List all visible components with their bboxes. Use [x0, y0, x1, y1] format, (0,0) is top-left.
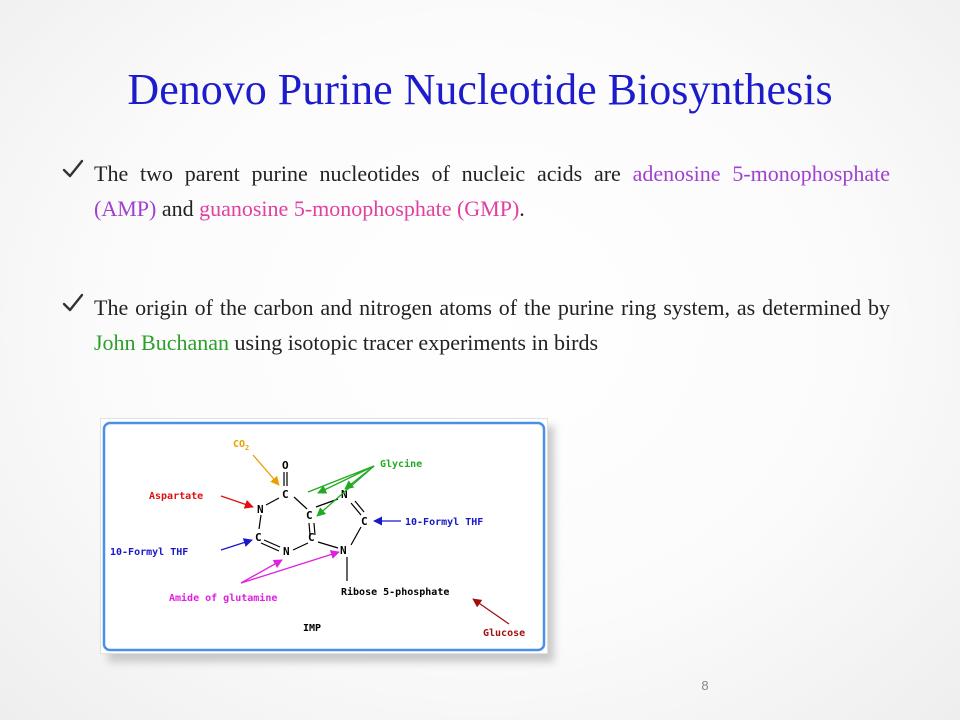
purine-origin-diagram [100, 418, 548, 654]
atom-c4: C [308, 531, 315, 544]
bullet-text [94, 156, 890, 226]
gmp-term: guanosine 5-monophosphate (GMP) [199, 196, 520, 221]
amide-glutamine-label: Amide of glutamine [169, 593, 278, 604]
bullet-text-segment: using isotopic tracer experiments in birds [229, 330, 599, 355]
bullet-text-segment: The origin of the carbon and nitrogen atoms of the purine ring system, as determined by [94, 295, 890, 320]
bullet-text-segment: . [519, 196, 525, 221]
atom-n7: N [341, 488, 348, 501]
bullet-item [62, 156, 890, 226]
bullet-text-segment: The two parent purine nucleotides of nucleic acids are [94, 161, 633, 186]
atom-c6: C [282, 488, 289, 501]
atom-n9: N [340, 544, 347, 557]
atom-c5: C [306, 509, 313, 522]
slide-title: Denovo Purine Nucleotide Biosynthesis [127, 65, 833, 114]
checkmark-icon [62, 292, 84, 314]
glucose-label: Glucose [483, 628, 526, 639]
co2-label: $CO_2$ [233, 439, 250, 452]
aspartate-label: Aspartate [149, 491, 204, 502]
atom-oxygen: O [282, 459, 289, 472]
atom-n3: N [283, 545, 290, 558]
bullet-item [62, 290, 890, 360]
ribose-5-phosphate-label: Ribose 5-phosphate [341, 587, 450, 598]
imp-label: IMP [303, 623, 322, 634]
atom-n1: N [257, 503, 264, 516]
page-number: 8 [701, 678, 709, 693]
checkmark-icon [62, 158, 84, 180]
formyl-thf-left-label: 10-Formyl THF [110, 547, 189, 558]
buchanan-term: John Buchanan [94, 330, 230, 355]
atom-c2: C [255, 531, 262, 544]
bullet-text-segment: and [156, 196, 200, 221]
formyl-thf-right-label: 10-Formyl THF [405, 517, 484, 528]
amp-term: adenosine 5-monophosphate (AMP) [94, 161, 890, 221]
purine-diagram-svg [101, 419, 549, 655]
atom-c8: C [361, 515, 368, 528]
glycine-label: Glycine [380, 459, 423, 470]
diagram-border [104, 423, 544, 650]
bullet-text [94, 290, 890, 360]
